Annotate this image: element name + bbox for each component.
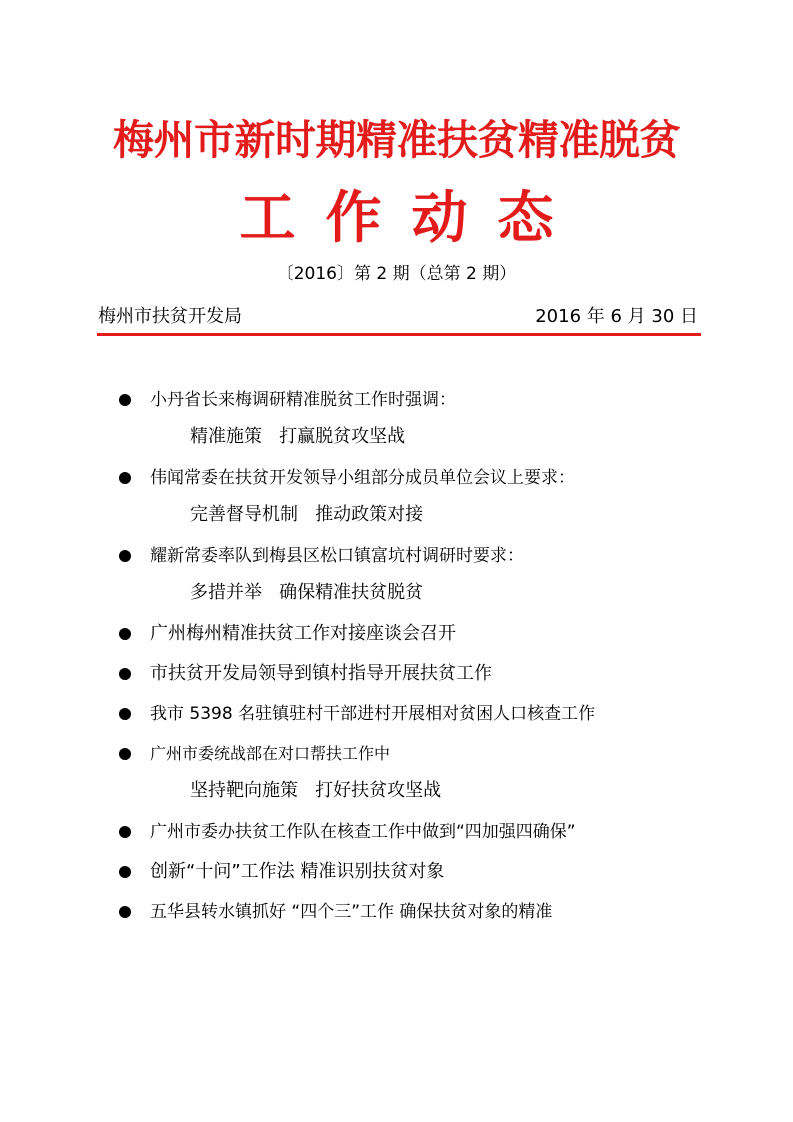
headline-text: 多措并举 确保精准扶贫脱贫	[190, 582, 424, 603]
list-item	[112, 890, 712, 930]
bullet-icon	[119, 472, 131, 484]
publication-date: 2016 年 6 月 30 日	[535, 306, 698, 327]
bullet-icon	[119, 748, 131, 760]
list-item-headline	[112, 418, 712, 456]
bullet-icon	[119, 550, 131, 562]
list-item-headline	[112, 496, 712, 534]
list-item	[112, 692, 712, 732]
list-item	[112, 378, 712, 418]
list-item	[112, 652, 712, 692]
list-item	[112, 612, 712, 652]
list-item-text: 广州市委办扶贫工作队在核查工作中做到“四加强四确保”	[150, 822, 576, 842]
list-item	[112, 456, 712, 496]
list-item-text: 五华县转水镇抓好 “四个三”工作 确保扶贫对象的精准	[150, 902, 553, 922]
list-item	[112, 732, 712, 772]
headline-text: 完善督导机制 推动政策对接	[190, 504, 424, 525]
bullet-icon	[119, 866, 131, 878]
bullet-icon	[119, 906, 131, 918]
bullet-icon	[119, 628, 131, 640]
contents-list	[112, 378, 712, 930]
bullet-icon	[119, 394, 131, 406]
list-item	[112, 850, 712, 890]
document-title: 梅州市新时期精准扶贫精准脱贫	[113, 116, 680, 164]
headline-text: 精准施策 打赢脱贫攻坚战	[190, 426, 406, 447]
list-item-text: 创新“十问”工作法 精准识别扶贫对象	[150, 861, 445, 882]
publishing-organization: 梅州市扶贫开发局	[98, 306, 242, 327]
bullet-icon	[119, 668, 131, 680]
list-item-text: 我市 5398 名驻镇驻村干部进村开展相对贫困人口核查工作	[150, 704, 596, 724]
list-item-text: 广州市委统战部在对口帮扶工作中	[150, 744, 391, 763]
list-item-text: 小丹省长来梅调研精准脱贫工作时强调：	[150, 390, 456, 410]
list-item-headline	[112, 772, 712, 810]
bullet-icon	[119, 826, 131, 838]
list-item-text: 耀新常委率队到梅县区松口镇富坑村调研时要求：	[150, 546, 524, 566]
list-item-text: 伟闻常委在扶贫开发领导小组部分成员单位会议上要求：	[150, 468, 575, 488]
list-item-text: 广州梅州精准扶贫工作对接座谈会召开	[150, 623, 456, 644]
list-item	[112, 534, 712, 574]
headline-text: 坚持靶向施策 打好扶贫攻坚战	[190, 780, 442, 801]
list-item-text: 市扶贫开发局领导到镇村指导开展扶贫工作	[150, 663, 492, 684]
list-item-headline	[112, 574, 712, 612]
document-subtitle: 工作动态	[239, 185, 584, 251]
issue-number: 〔2016〕第 2 期（总第 2 期）	[276, 264, 517, 284]
bullet-icon	[119, 708, 131, 720]
list-item	[112, 810, 712, 850]
header-divider	[97, 333, 701, 336]
